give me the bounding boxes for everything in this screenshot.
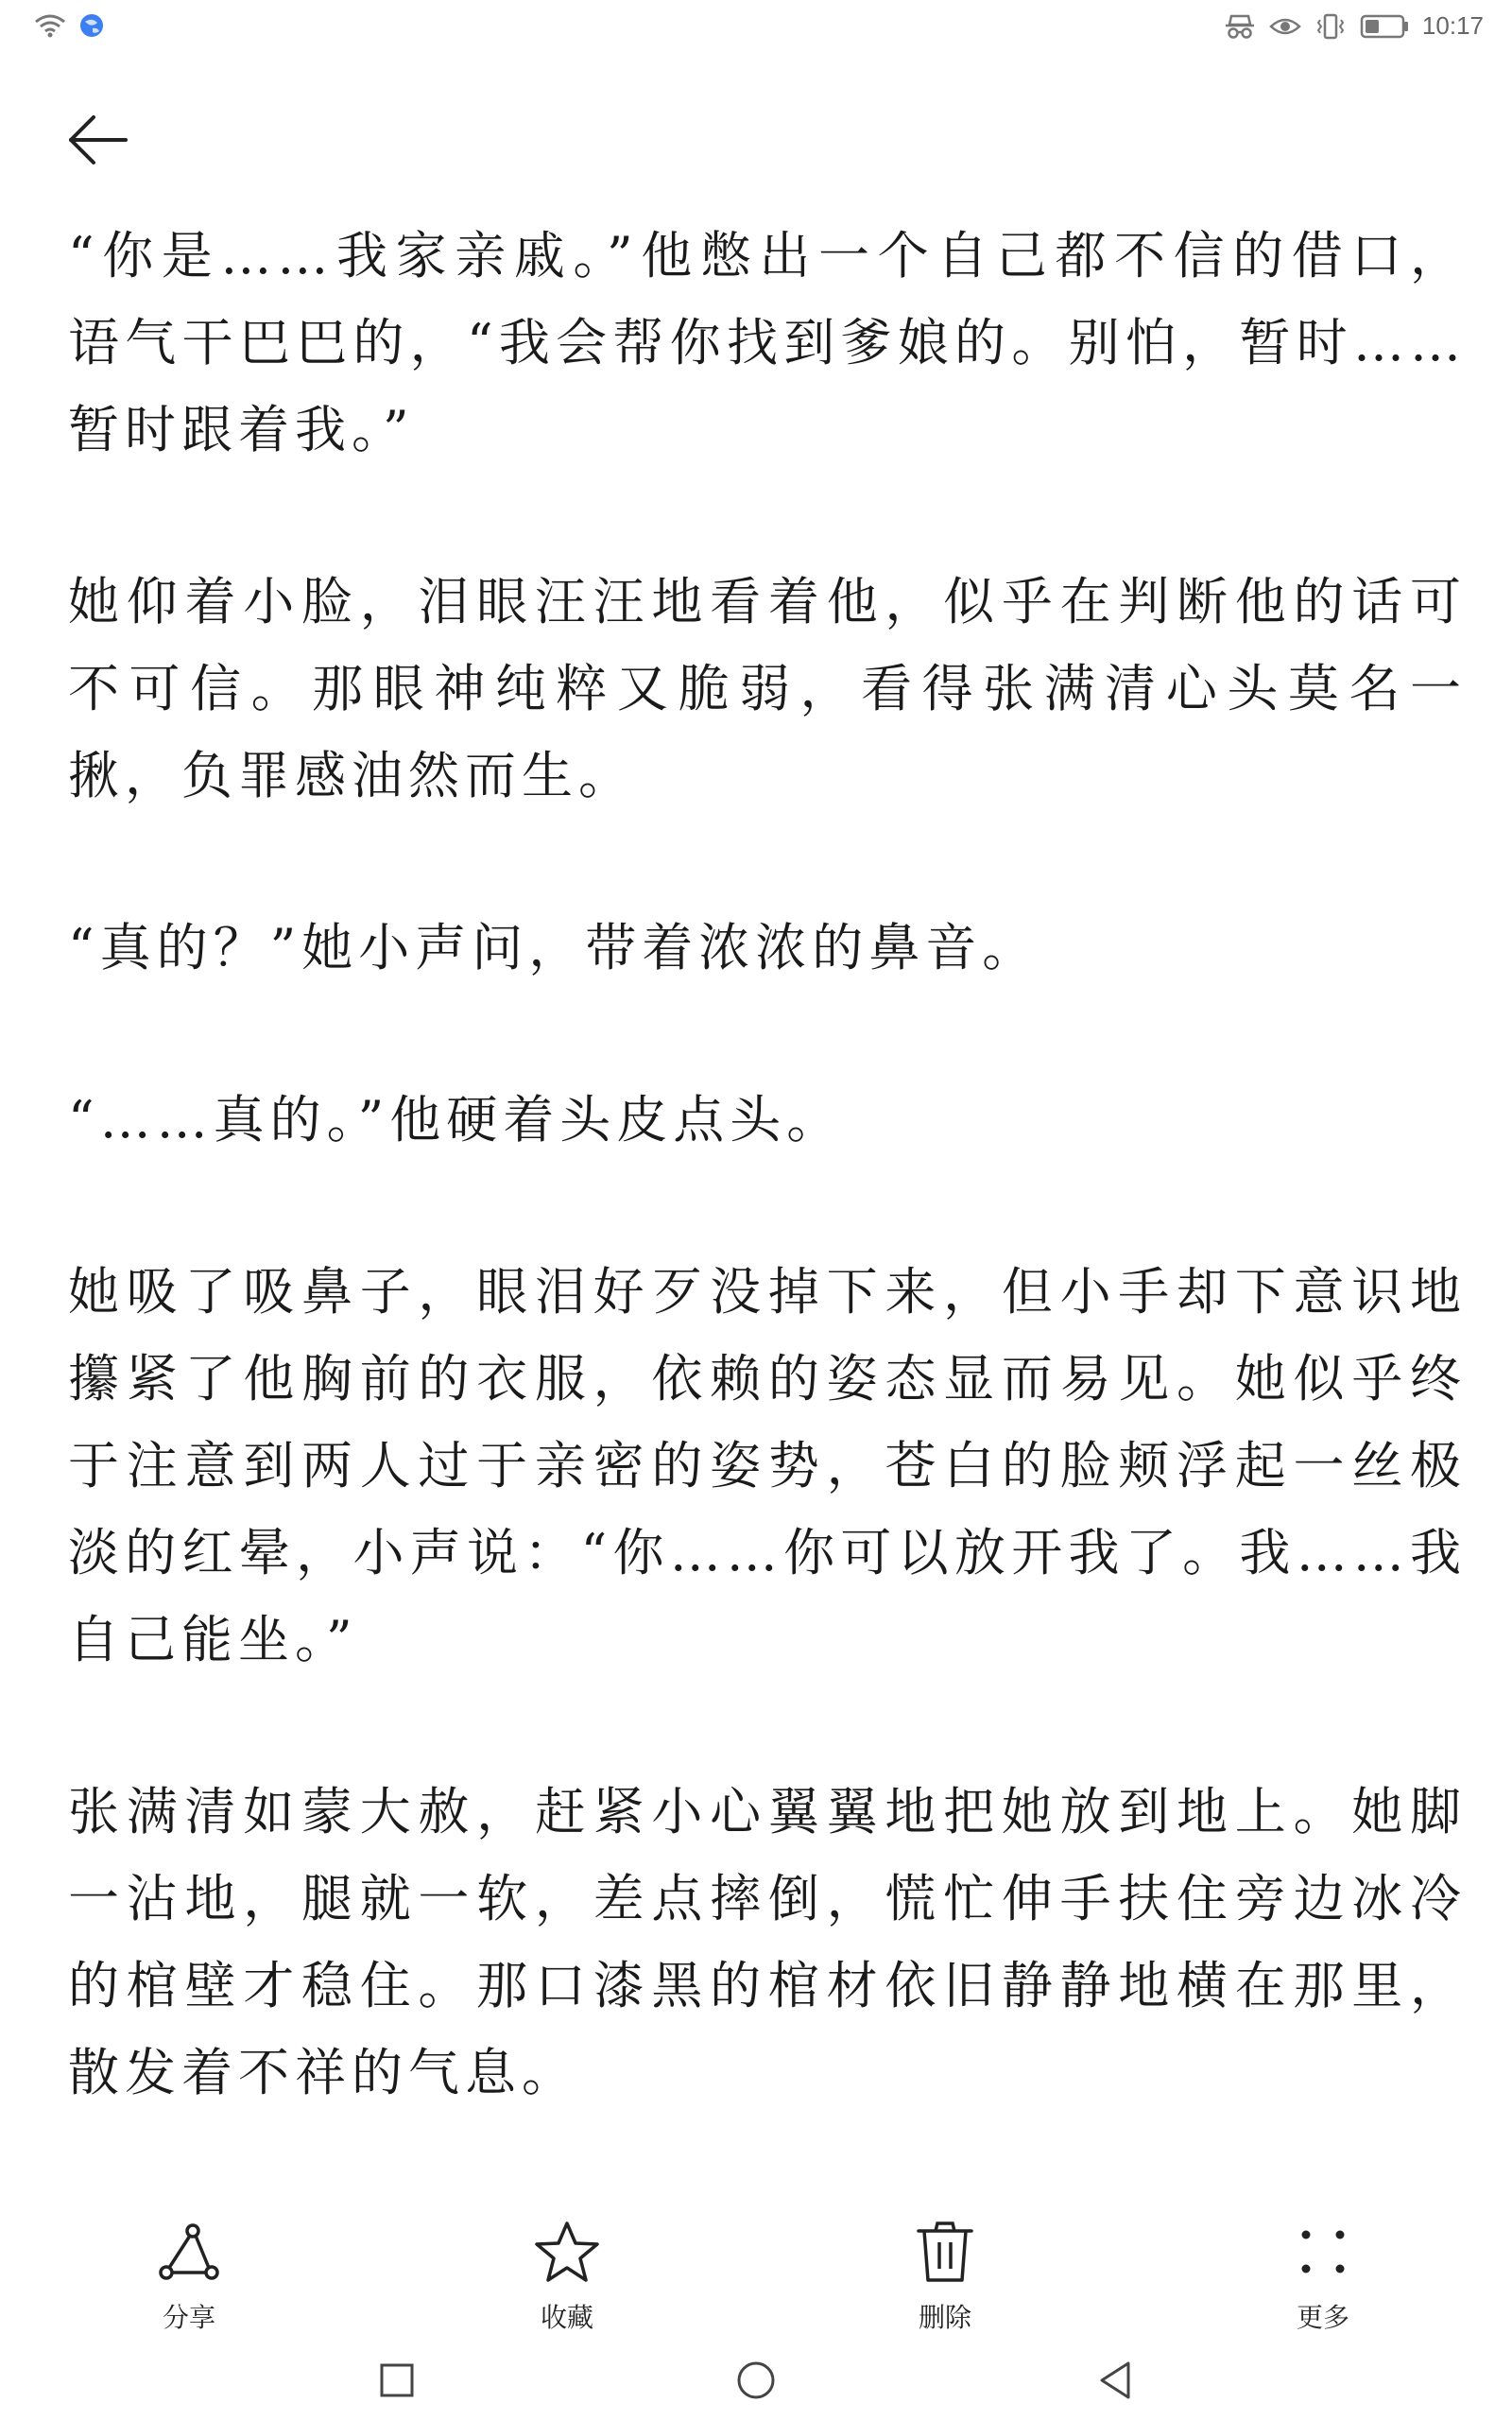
- article-content: [68, 213, 1467, 2207]
- trash-icon: [915, 2218, 975, 2286]
- eye-icon: [1269, 15, 1301, 38]
- more-label: 更多: [1296, 2302, 1349, 2333]
- share-icon: [155, 2218, 223, 2286]
- paragraph: “……真的。”他硬着头皮点头。: [68, 1090, 844, 1150]
- more-button[interactable]: [1134, 2212, 1512, 2344]
- back-button[interactable]: [60, 104, 136, 180]
- status-right: [1224, 11, 1484, 41]
- favorite-label: 收藏: [540, 2302, 593, 2333]
- home-icon: [735, 2360, 777, 2405]
- recents-icon: [378, 2361, 416, 2403]
- favorite-button[interactable]: [378, 2212, 756, 2344]
- back-triangle-icon: [1096, 2360, 1134, 2405]
- vibrate-icon: [1314, 13, 1347, 40]
- globe-icon: [79, 13, 104, 38]
- delete-button[interactable]: [756, 2212, 1134, 2344]
- paragraph: “真的？”她小声问，带着浓浓的鼻音。: [68, 918, 1040, 977]
- recents-button[interactable]: [369, 2354, 425, 2411]
- home-button[interactable]: [728, 2354, 784, 2411]
- system-back-button[interactable]: [1087, 2354, 1143, 2411]
- more-icon: [1293, 2218, 1353, 2286]
- share-button[interactable]: [0, 2212, 378, 2344]
- wifi-icon: [34, 13, 66, 38]
- paragraph: 张满清如蒙大赦，赶紧小心翼翼地把她放到地上。她脚一沾地，腿就一软，差点摔倒，慌忙伸手扶住旁边冰冷的棺壁才稳住。那口漆黑的棺材依旧静静地横在那里，散发着不祥的气息。: [68, 1782, 1467, 2102]
- incognito-icon: [1224, 13, 1256, 40]
- arrow-left-icon: [67, 113, 129, 170]
- paragraph: 她仰着小脸，泪眼汪汪地看着他，似乎在判断他的话可不可信。那眼神纯粹又脆弱，看得张满清心头莫名一揪，负罪感油然而生。: [68, 572, 1467, 805]
- delete-label: 删除: [918, 2302, 971, 2333]
- status-left: [34, 13, 104, 38]
- action-bar: [0, 2212, 1512, 2344]
- paragraph: 她吸了吸鼻子，眼泪好歹没掉下来，但小手却下意识地攥紧了他胸前的衣服，依赖的姿态显而易见。她似乎终于注意到两人过于亲密的姿势，苍白的脸颊浮起一丝极淡的红晕，小声说：“你……你可以放开我了。我……我自己能坐。”: [68, 1262, 1467, 1669]
- status-bar: [0, 0, 1512, 57]
- system-nav-bar: [0, 2344, 1512, 2420]
- paragraph: “你是……我家亲戚。”他憋出一个自己都不信的借口，语气干巴巴的，“我会帮你找到爹娘的。别怕，暂时……暂时跟着我。”: [68, 226, 1467, 459]
- status-time: 10:17: [1421, 11, 1484, 40]
- paragraph: [68, 2202, 1467, 2207]
- share-label: 分享: [162, 2302, 215, 2333]
- battery-icon: [1360, 14, 1409, 39]
- star-icon: [533, 2218, 601, 2286]
